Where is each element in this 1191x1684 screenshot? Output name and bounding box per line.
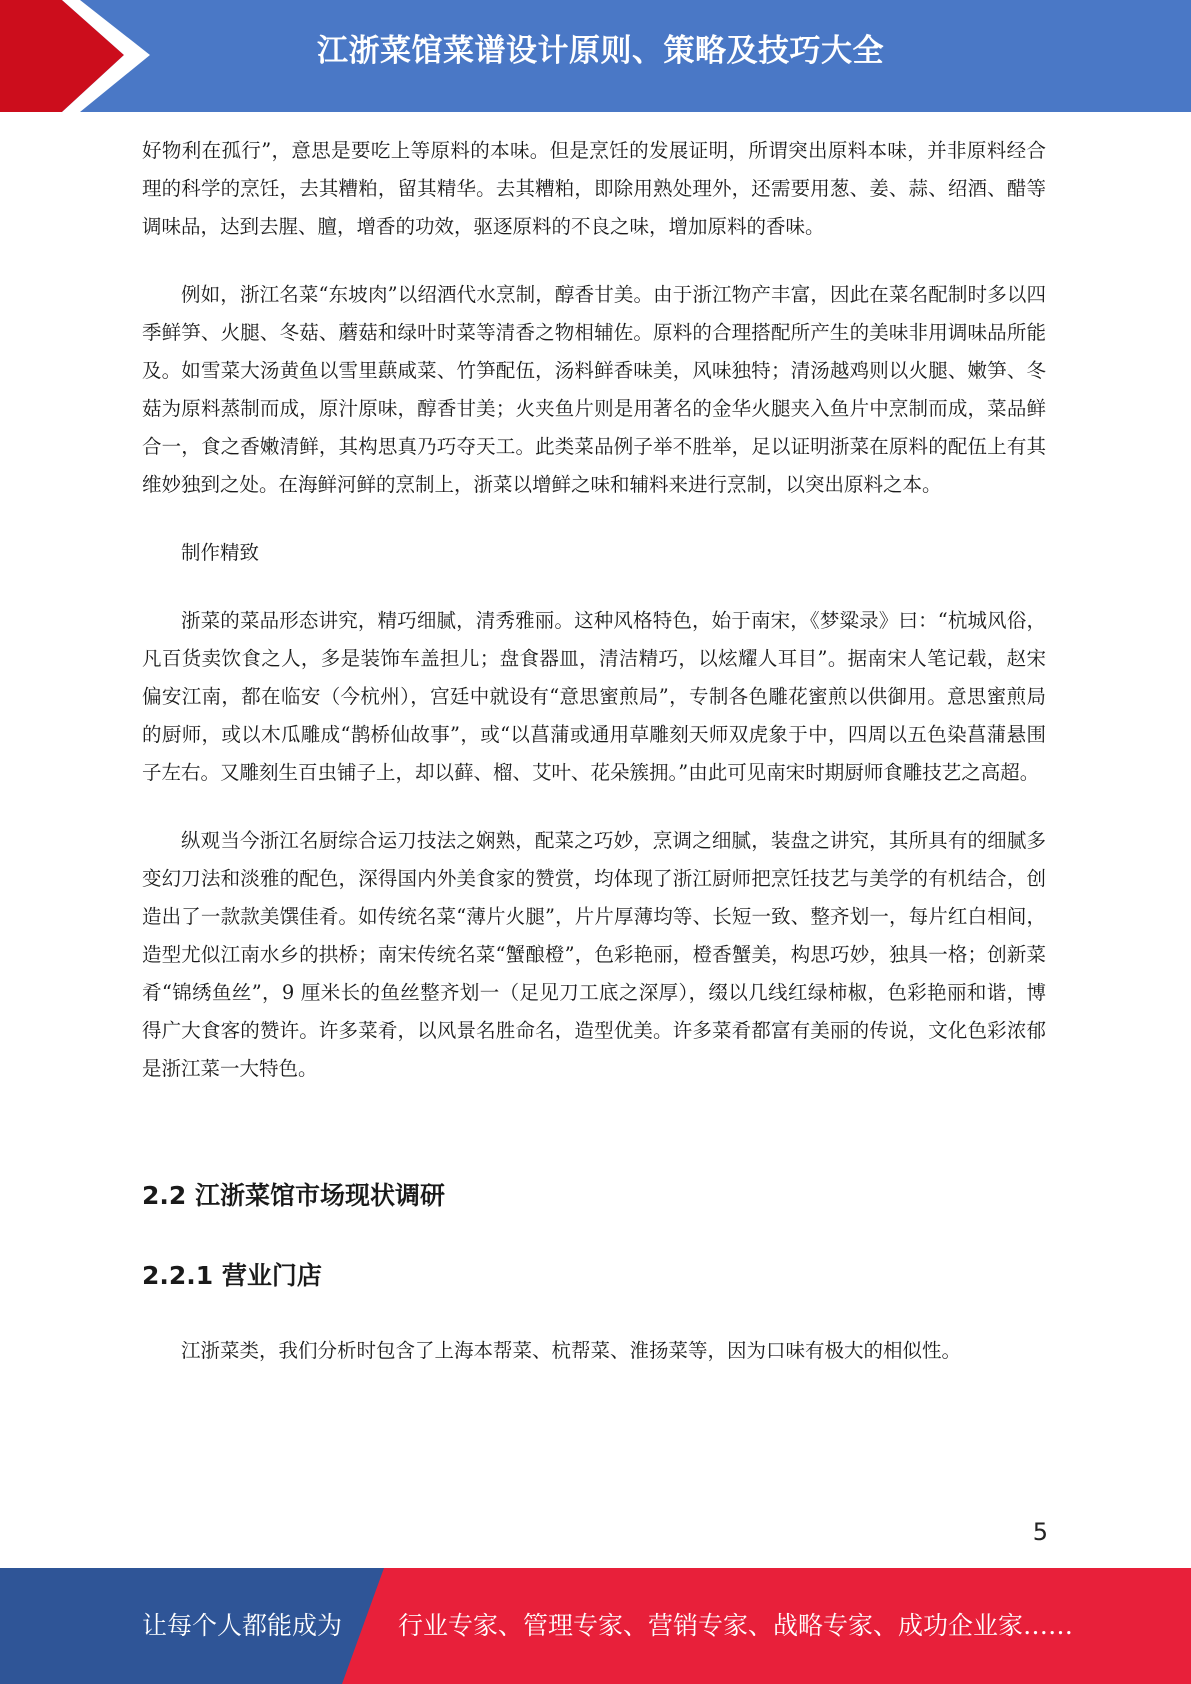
document-title: 江浙菜馆菜谱设计原则、策略及技巧大全 <box>317 33 884 69</box>
subsection-heading: 2.2.1 营业门店 <box>142 1261 322 1290</box>
page-footer <box>0 1568 1191 1684</box>
paragraph: 例如，浙江名菜“东坡肉”以绍酒代水烹制，醇香甘美。由于浙江物产丰富，因此在菜名配制时多以四季鲜笋、火腿、冬菇、蘑菇和绿叶时菜等清香之物相辅佐。原料的合理搭配所产生的美味非用调味品所能及。如雪菜大汤黄鱼以雪里蕻咸菜、竹笋配伍，汤料鲜香味美，风味独特；清汤越鸡则以火腿、嫩笋、冬菇为原料蒸制而成，原汁原味，醇香甘美；火夹鱼片则是用著名的金华火腿夹入鱼片中烹制而成，菜品鲜合一，食之香嫩清鲜，其构思真乃巧夺天工。此类菜品例子举不胜举，足以证明浙菜在原料的配伍上有其维妙独到之处。在海鲜河鲜的烹制上，浙菜以增鲜之味和辅料来进行烹制，以突出原料之本。 <box>142 283 1046 496</box>
footer-slogan-right: 行业专家、管理专家、营销专家、战略专家、成功企业家…… <box>398 1611 1074 1640</box>
paragraph: 纵观当今浙江名厨综合运刀技法之娴熟，配菜之巧妙，烹调之细腻，装盘之讲究，其所具有的细腻多变幻刀法和淡雅的配色，深得国内外美食家的赞赏，均体现了浙江厨师把烹饪技艺与美学的有机结合，创造出了一款款美馔佳肴。如传统名菜“薄片火腿”，片片厚薄均等、长短一致、整齐划一，每片红白相间，造型尤似江南水乡的拱桥；南宋传统名菜“蟹酿橙”，色彩艳丽，橙香蟹美，构思巧妙，独具一格；创新菜肴“锦绣鱼丝”，9 厘米长的鱼丝整齐划一（足见刀工底之深厚），缀以几线红绿柿椒，色彩艳丽和谐，博得广大食客的赞许。许多菜肴，以风景名胜命名，造型优美。许多菜肴都富有美丽的传说，文化色彩浓郁是浙江菜一大特色。 <box>142 829 1046 1080</box>
section-heading: 2.2 江浙菜馆市场现状调研 <box>142 1181 445 1210</box>
paragraph: 好物利在孤行”，意思是要吃上等原料的本味。但是烹饪的发展证明，所谓突出原料本味，并非原料经合理的科学的烹饪，去其糟粕，留其精华。去其糟粕，即除用熟处理外，还需要用葱、姜、蒜、绍酒、醋等调味品，达到去腥、膻，增香的功效，驱逐原料的不良之味，增加原料的香味。 <box>142 139 1046 238</box>
page-header <box>0 0 1191 112</box>
document-body <box>142 132 1046 1370</box>
page-number: 5 <box>1032 1518 1048 1546</box>
paragraph: 浙菜的菜品形态讲究，精巧细腻，清秀雅丽。这种风格特色，始于南宋，《梦粱录》曰：“杭城风俗，凡百货卖饮食之人，多是装饰车盖担儿；盘食器皿，清洁精巧，以炫耀人耳目”。据南宋人笔记载，赵宋偏安江南，都在临安（今杭州），宫廷中就设有“意思蜜煎局”，专制各色雕花蜜煎以供御用。意思蜜煎局的厨师，或以木瓜雕成“鹊桥仙故事”，或“以菖蒲或通用草雕刻天师双虎象于中，四周以五色染菖蒲悬围子左右。又雕刻生百虫铺子上，却以藓、榴、艾叶、花朵簇拥。”由此可见南宋时期厨师食雕技艺之高超。 <box>142 609 1046 784</box>
subheading-text: 制作精致 <box>181 541 260 564</box>
footer-slogan-left: 让每个人都能成为 <box>142 1611 343 1640</box>
paragraph: 江浙菜类，我们分析时包含了上海本帮菜、杭帮菜、淮扬菜等，因为口味有极大的相似性。 <box>181 1339 962 1362</box>
